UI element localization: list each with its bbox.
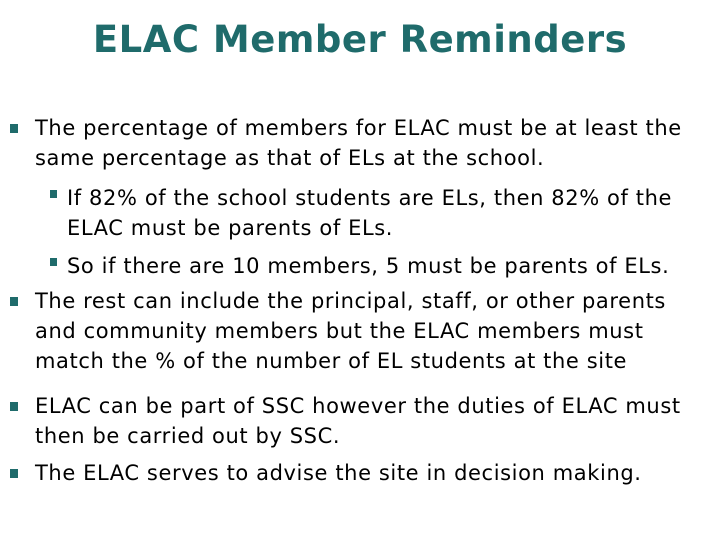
square-bullet-icon [50,190,57,198]
square-bullet-icon [50,258,57,266]
bullet-text: The rest can include the principal, staff, or other parents and community members but the ELAC members must match the % of the number of EL students at the site [35,289,666,373]
bullet-item [35,286,707,376]
square-bullet-icon [10,402,18,411]
square-bullet-icon [10,469,18,478]
bullet-item [35,113,705,173]
sub-bullet-item [67,251,707,281]
slide-title: ELAC Member Reminders [92,18,628,61]
square-bullet-icon [10,297,18,306]
bullet-item [35,458,707,488]
bullet-text: The ELAC serves to advise the site in decision making. [35,461,642,485]
sub-bullet-text: So if there are 10 members, 5 must be parents of ELs. [67,254,670,278]
sub-bullet-item [67,183,707,243]
sub-bullet-text: If 82% of the school students are ELs, then 82% of the ELAC must be parents of ELs. [67,186,673,240]
bullet-item [35,391,707,451]
bullet-text: ELAC can be part of SSC however the duties of ELAC must then be carried out by SSC. [35,394,681,448]
square-bullet-icon [10,124,18,133]
bullet-text: The percentage of members for ELAC must be at least the same percentage as that of ELs at the school. [35,116,682,170]
